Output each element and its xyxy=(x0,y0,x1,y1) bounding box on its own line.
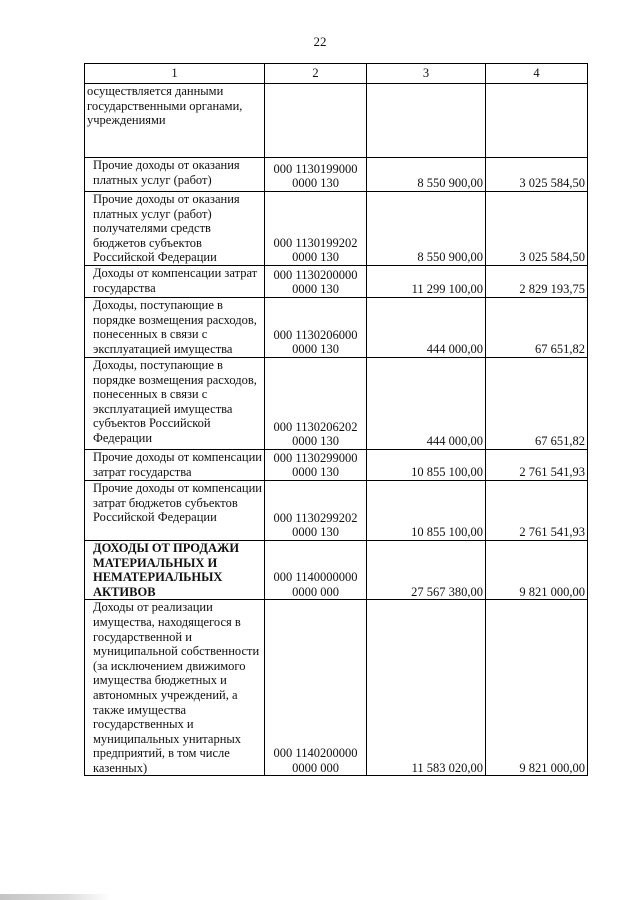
row-value-col4: 9 821 000,00 xyxy=(486,540,588,599)
row-value-col4: 9 821 000,00 xyxy=(486,600,588,776)
table-header-row xyxy=(85,64,588,84)
row-name: Прочие доходы от компенсации затрат бюджетов субъектов Российской Федерации xyxy=(85,480,265,540)
column-header-2: 2 xyxy=(265,64,367,84)
row-code: 000 1130199000 0000 130 xyxy=(265,158,367,192)
table-row xyxy=(85,357,588,449)
row-code xyxy=(265,84,367,158)
row-code: 000 1130199202 0000 130 xyxy=(265,192,367,266)
row-code: 000 1140000000 0000 000 xyxy=(265,540,367,599)
row-value-col3: 27 567 380,00 xyxy=(367,540,486,599)
row-value-col4: 2 761 541,93 xyxy=(486,480,588,540)
table-row xyxy=(85,158,588,192)
row-value-col3: 8 550 900,00 xyxy=(367,192,486,266)
row-value-col3: 444 000,00 xyxy=(367,357,486,449)
row-name: Доходы от компенсации затрат государства xyxy=(85,265,265,297)
column-header-4: 4 xyxy=(486,64,588,84)
table-row xyxy=(85,297,588,357)
row-value-col4: 3 025 584,50 xyxy=(486,158,588,192)
row-code: 000 1130299000 0000 130 xyxy=(265,449,367,480)
row-value-col3: 10 855 100,00 xyxy=(367,480,486,540)
row-code: 000 1130206000 0000 130 xyxy=(265,297,367,357)
row-code: 000 1130200000 0000 130 xyxy=(265,265,367,297)
revenue-table xyxy=(84,63,588,776)
table-row xyxy=(85,265,588,297)
table-row xyxy=(85,449,588,480)
row-name: Доходы от реализации имущества, находящегося в государственной и муниципальной собственности (за исключением движимого имущества бюджетных и автономных учреждений, а также имущества государственных и муниципальных унитарных предприятий, в том числе казенных) xyxy=(85,600,265,776)
row-code: 000 1130206202 0000 130 xyxy=(265,357,367,449)
row-value-col3: 10 855 100,00 xyxy=(367,449,486,480)
row-value-col3 xyxy=(367,84,486,158)
row-value-col4: 2 761 541,93 xyxy=(486,449,588,480)
row-value-col3: 11 583 020,00 xyxy=(367,600,486,776)
row-name: Прочие доходы от компенсации затрат государства xyxy=(85,449,265,480)
row-name: ДОХОДЫ ОТ ПРОДАЖИ МАТЕРИАЛЬНЫХ И НЕМАТЕРИАЛЬНЫХ АКТИВОВ xyxy=(85,540,265,599)
row-value-col4: 2 829 193,75 xyxy=(486,265,588,297)
row-value-col4: 67 651,82 xyxy=(486,357,588,449)
row-name: осуществляется данными государственными органами, учреждениями xyxy=(85,84,265,158)
row-name: Доходы, поступающие в порядке возмещения расходов, понесенных в связи с эксплуатацией имущества субъектов Российской Федерации xyxy=(85,357,265,449)
page-number: 22 xyxy=(313,34,327,49)
row-value-col3: 444 000,00 xyxy=(367,297,486,357)
table-row xyxy=(85,540,588,599)
column-header-3: 3 xyxy=(367,64,486,84)
table-row xyxy=(85,84,588,158)
row-code: 000 1140200000 0000 000 xyxy=(265,600,367,776)
row-name: Доходы, поступающие в порядке возмещения расходов, понесенных в связи с эксплуатацией имущества xyxy=(85,297,265,357)
row-name: Прочие доходы от оказания платных услуг (работ) получателями средств бюджетов субъектов Российской Федерации xyxy=(85,192,265,266)
table-row xyxy=(85,600,588,776)
column-header-1: 1 xyxy=(85,64,265,84)
table-row xyxy=(85,192,588,266)
row-value-col4 xyxy=(486,84,588,158)
row-value-col3: 8 550 900,00 xyxy=(367,158,486,192)
row-value-col4: 67 651,82 xyxy=(486,297,588,357)
table-row xyxy=(85,480,588,540)
row-name: Прочие доходы от оказания платных услуг (работ) xyxy=(85,158,265,192)
row-code: 000 1130299202 0000 130 xyxy=(265,480,367,540)
scan-artifact xyxy=(0,894,110,900)
row-value-col4: 3 025 584,50 xyxy=(486,192,588,266)
row-value-col3: 11 299 100,00 xyxy=(367,265,486,297)
